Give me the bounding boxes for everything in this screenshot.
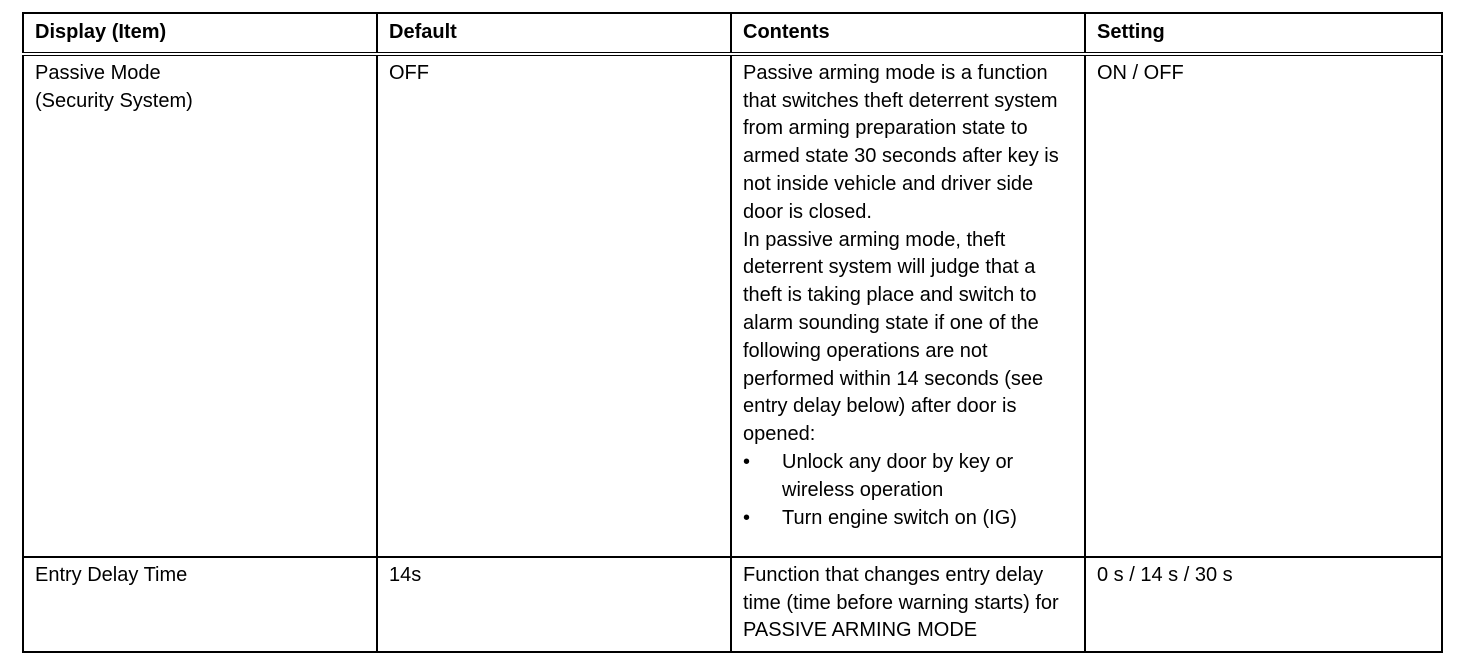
bullet-text: Unlock any door by key or wireless operation [782,450,1014,501]
bullet-text: Turn engine switch on (IG) [782,506,1017,529]
table-row-passive-mode [23,54,1442,557]
bullet-icon: • [743,450,751,473]
cell-setting-entry-delay: 0 s / 14 s / 30 s [1085,557,1442,652]
list-item [743,505,1074,533]
table-body [23,54,1442,652]
cell-display-entry-delay: Entry Delay Time [23,557,377,652]
cell-contents-entry-delay: Function that changes entry delay time (time before warning starts) for PASSIVE ARMING MODE [731,557,1085,652]
cell-default-passive-mode: OFF [377,54,731,557]
table-header [23,13,1442,54]
settings-table-container [22,12,1441,653]
header-setting: Setting [1085,13,1442,54]
settings-table [22,12,1443,653]
cell-contents-passive-mode [731,54,1085,557]
cell-default-entry-delay: 14s [377,557,731,652]
table-row-entry-delay [23,557,1442,652]
contents-bullet-list [743,449,1074,532]
cell-setting-passive-mode: ON / OFF [1085,54,1442,557]
display-line-2: (Security System) [35,89,193,112]
header-default: Default [377,13,731,54]
cell-display-passive-mode [23,54,377,557]
list-item [743,449,1074,505]
display-line-1: Passive Mode [35,61,161,84]
bullet-icon: • [743,506,751,529]
header-row [23,13,1442,54]
contents-paragraph-2: In passive arming mode, theft deterrent system will judge that a theft is taking place and switch to alarm sounding state if one of the following operations are not performed within 14 seconds (see entry delay below) after door is opened: [743,228,1044,446]
contents-paragraph-1: Passive arming mode is a function that switches theft deterrent system from arming preparation state to armed state 30 seconds after key is not inside vehicle and driver side door is closed. [743,61,1059,223]
header-contents: Contents [731,13,1085,54]
header-display-item: Display (Item) [23,13,377,54]
